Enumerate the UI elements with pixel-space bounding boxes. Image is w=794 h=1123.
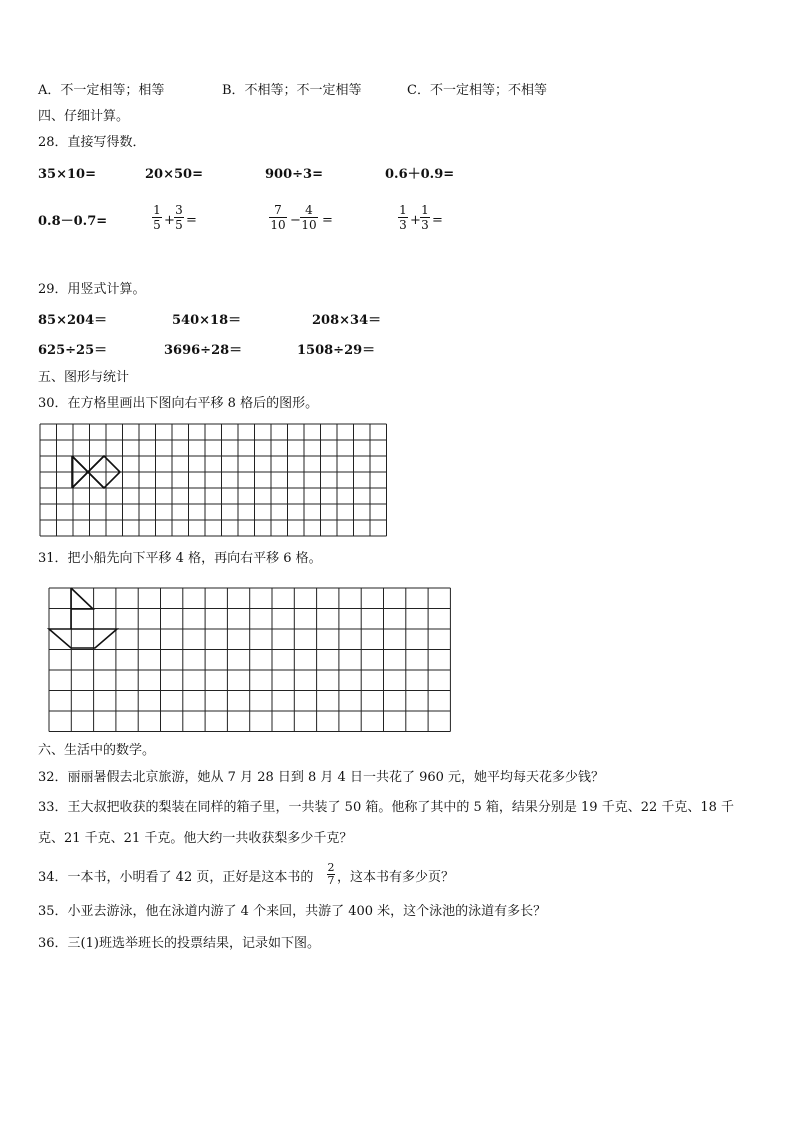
q36-text: 36．三(1)班选举班长的投票结果，记录如下图。 bbox=[38, 936, 320, 951]
numerator: 1 bbox=[153, 203, 161, 217]
q34-suffix: ，这本书有多少页？ bbox=[337, 870, 455, 885]
numerator: 2 bbox=[327, 861, 335, 874]
q33-text-line1: 33．王大叔把收获的梨装在同样的箱子里，一共装了 50 箱。他称了其中的 5 箱，结果分别是 19 千克、22 千克、18 千 bbox=[38, 800, 735, 815]
choice-a: A．不一定相等；相等 bbox=[38, 83, 165, 98]
q33-text-line2: 克、21 千克、21 千克。他大约一共收获梨多少千克？ bbox=[38, 831, 353, 846]
q28-title: 28．直接写得数． bbox=[38, 135, 146, 150]
section-4-heading: 四、仔细计算。 bbox=[38, 109, 130, 124]
q30-title: 30．在方格里画出下图向右平移 8 格后的图形。 bbox=[38, 396, 319, 411]
q29-item-4: 625÷25＝ bbox=[38, 343, 108, 358]
denominator: 5 bbox=[175, 218, 183, 232]
denominator: 7 bbox=[327, 874, 335, 887]
q29-item-2: 540×18＝ bbox=[172, 313, 242, 328]
numerator: 7 bbox=[274, 203, 282, 217]
sailboat-shape bbox=[49, 588, 117, 648]
numerator: 3 bbox=[175, 203, 183, 217]
q29-title: 29．用竖式计算。 bbox=[38, 282, 146, 297]
numerator: 1 bbox=[421, 203, 429, 217]
q34-prefix: 34．一本书，小明看了 42 页，正好是这本书的 bbox=[38, 870, 314, 885]
q31-title: 31．把小船先向下平移 4 格，再向右平移 6 格。 bbox=[38, 551, 322, 566]
q35-text: 35．小亚去游泳，他在泳道内游了 4 个来回，共游了 400 米，这个泳池的泳道有多长？ bbox=[38, 904, 547, 919]
denominator: 3 bbox=[421, 218, 429, 232]
denominator: 10 bbox=[270, 218, 286, 232]
numerator: 1 bbox=[399, 203, 407, 217]
choice-c: C．不一定相等；不相等 bbox=[407, 83, 547, 98]
operator: + bbox=[410, 213, 421, 228]
section-6-heading: 六、生活中的数学。 bbox=[38, 743, 156, 758]
q30-shape bbox=[72, 456, 120, 488]
q29-item-3: 208×34＝ bbox=[312, 313, 382, 328]
numerator: 4 bbox=[305, 203, 313, 217]
equals: = bbox=[322, 213, 333, 228]
equals: = bbox=[186, 213, 197, 228]
q29-item-6: 1508÷29＝ bbox=[297, 343, 376, 358]
denominator: 3 bbox=[399, 218, 407, 232]
q32-text: 32．丽丽暑假去北京旅游，她从 7 月 28 日到 8 月 4 日一共花了 960 元，她平均每天花多少钱？ bbox=[38, 770, 605, 785]
q29-item-1: 85×204＝ bbox=[38, 313, 108, 328]
operator: + bbox=[164, 213, 175, 228]
q28-item-5: 0.8－0.7= bbox=[38, 214, 108, 229]
q28-item-1: 35×10= bbox=[38, 167, 96, 182]
section-5-heading: 五、图形与统计 bbox=[38, 370, 130, 385]
choice-b: B．不相等；不一定相等 bbox=[222, 83, 362, 98]
q28-item-2: 20×50= bbox=[145, 167, 203, 182]
denominator: 5 bbox=[153, 218, 161, 232]
q29-item-5: 3696÷28＝ bbox=[164, 343, 243, 358]
q28-item-4: 0.6＋0.9= bbox=[385, 167, 455, 182]
equals: = bbox=[432, 213, 443, 228]
operator: − bbox=[290, 213, 301, 228]
denominator: 10 bbox=[301, 218, 317, 232]
q28-item-3: 900÷3= bbox=[265, 167, 323, 182]
